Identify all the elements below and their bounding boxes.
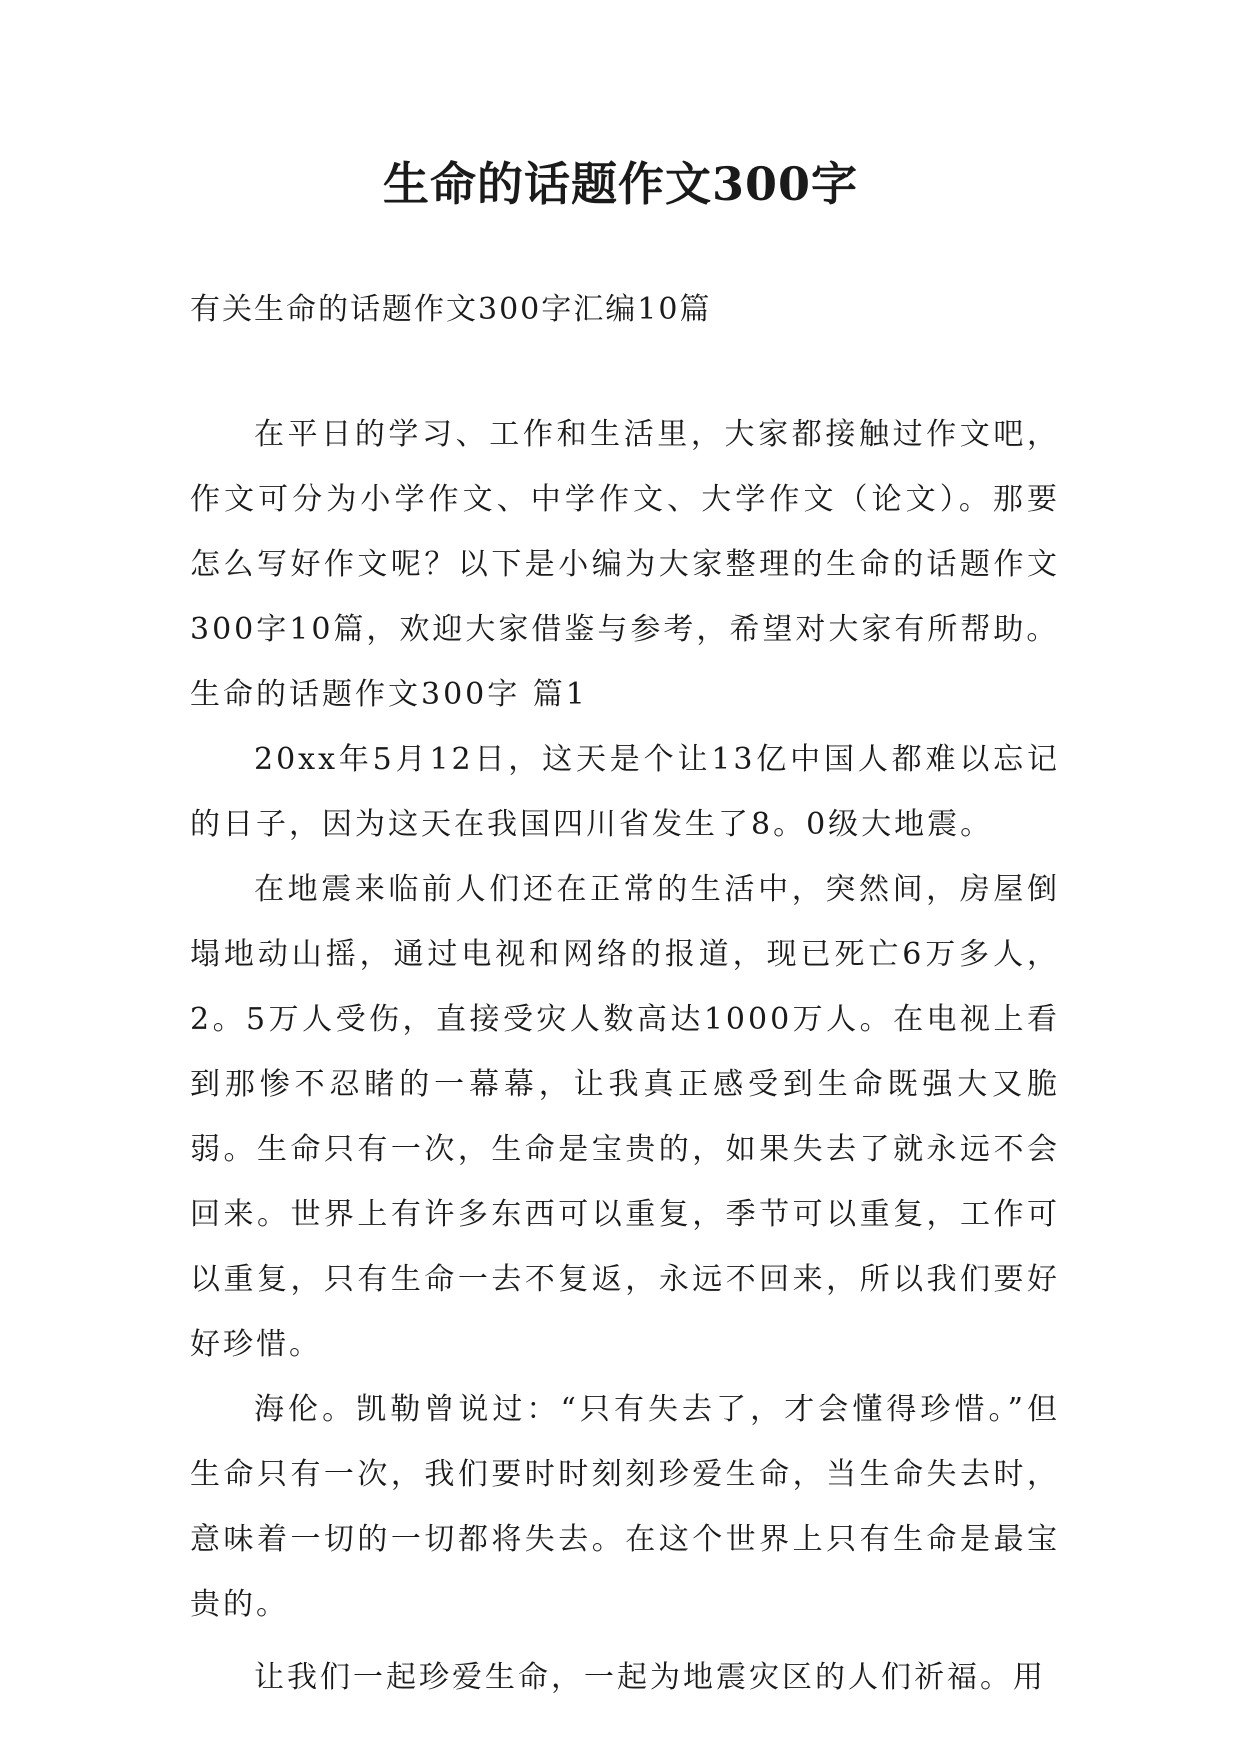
document-body <box>190 402 1060 1710</box>
essay-paragraph: 让我们一起珍爱生命，一起为地震灾区的人们祈福。用 <box>254 1660 1046 1695</box>
intro-paragraph: 在平日的学习、工作和生活里，大家都接触过作文吧，作文可分为小学作文、中学作文、大学作文（论文）。那要怎么写好作文呢？以下是小编为大家整理的生命的话题作文300字10篇，欢迎大家借鉴与参考，希望对大家有所帮助。 <box>190 417 1060 647</box>
essay-paragraph: 在地震来临前人们还在正常的生活中，突然间，房屋倒塌地动山摇，通过电视和网络的报道，现已死亡6万多人，2。5万人受伤，直接受灾人数高达1000万人。在电视上看到那惨不忍睹的一幕幕，让我真正感受到生命既强大又脆弱。生命只有一次，生命是宝贵的，如果失去了就永远不会回来。世界上有许多东西可以重复，季节可以重复，工作可以重复，只有生命一去不复返，永远不回来，所以我们要好好珍惜。 <box>190 872 1060 1362</box>
essay-paragraph: 20xx年5月12日，这天是个让13亿中国人都难以忘记的日子，因为这天在我国四川省发生了8。0级大地震。 <box>190 742 1060 842</box>
document-title: 生命的话题作文300字 <box>382 157 859 211</box>
document-subtitle: 有关生命的话题作文300字汇编10篇 <box>190 292 712 327</box>
section-heading: 生命的话题作文300字 篇1 <box>190 677 588 712</box>
essay-paragraph: 海伦。凯勒曾说过：“只有失去了，才会懂得珍惜。”但生命只有一次，我们要时时刻刻珍爱生命，当生命失去时，意味着一切的一切都将失去。在这个世界上只有生命是最宝贵的。 <box>190 1392 1060 1622</box>
